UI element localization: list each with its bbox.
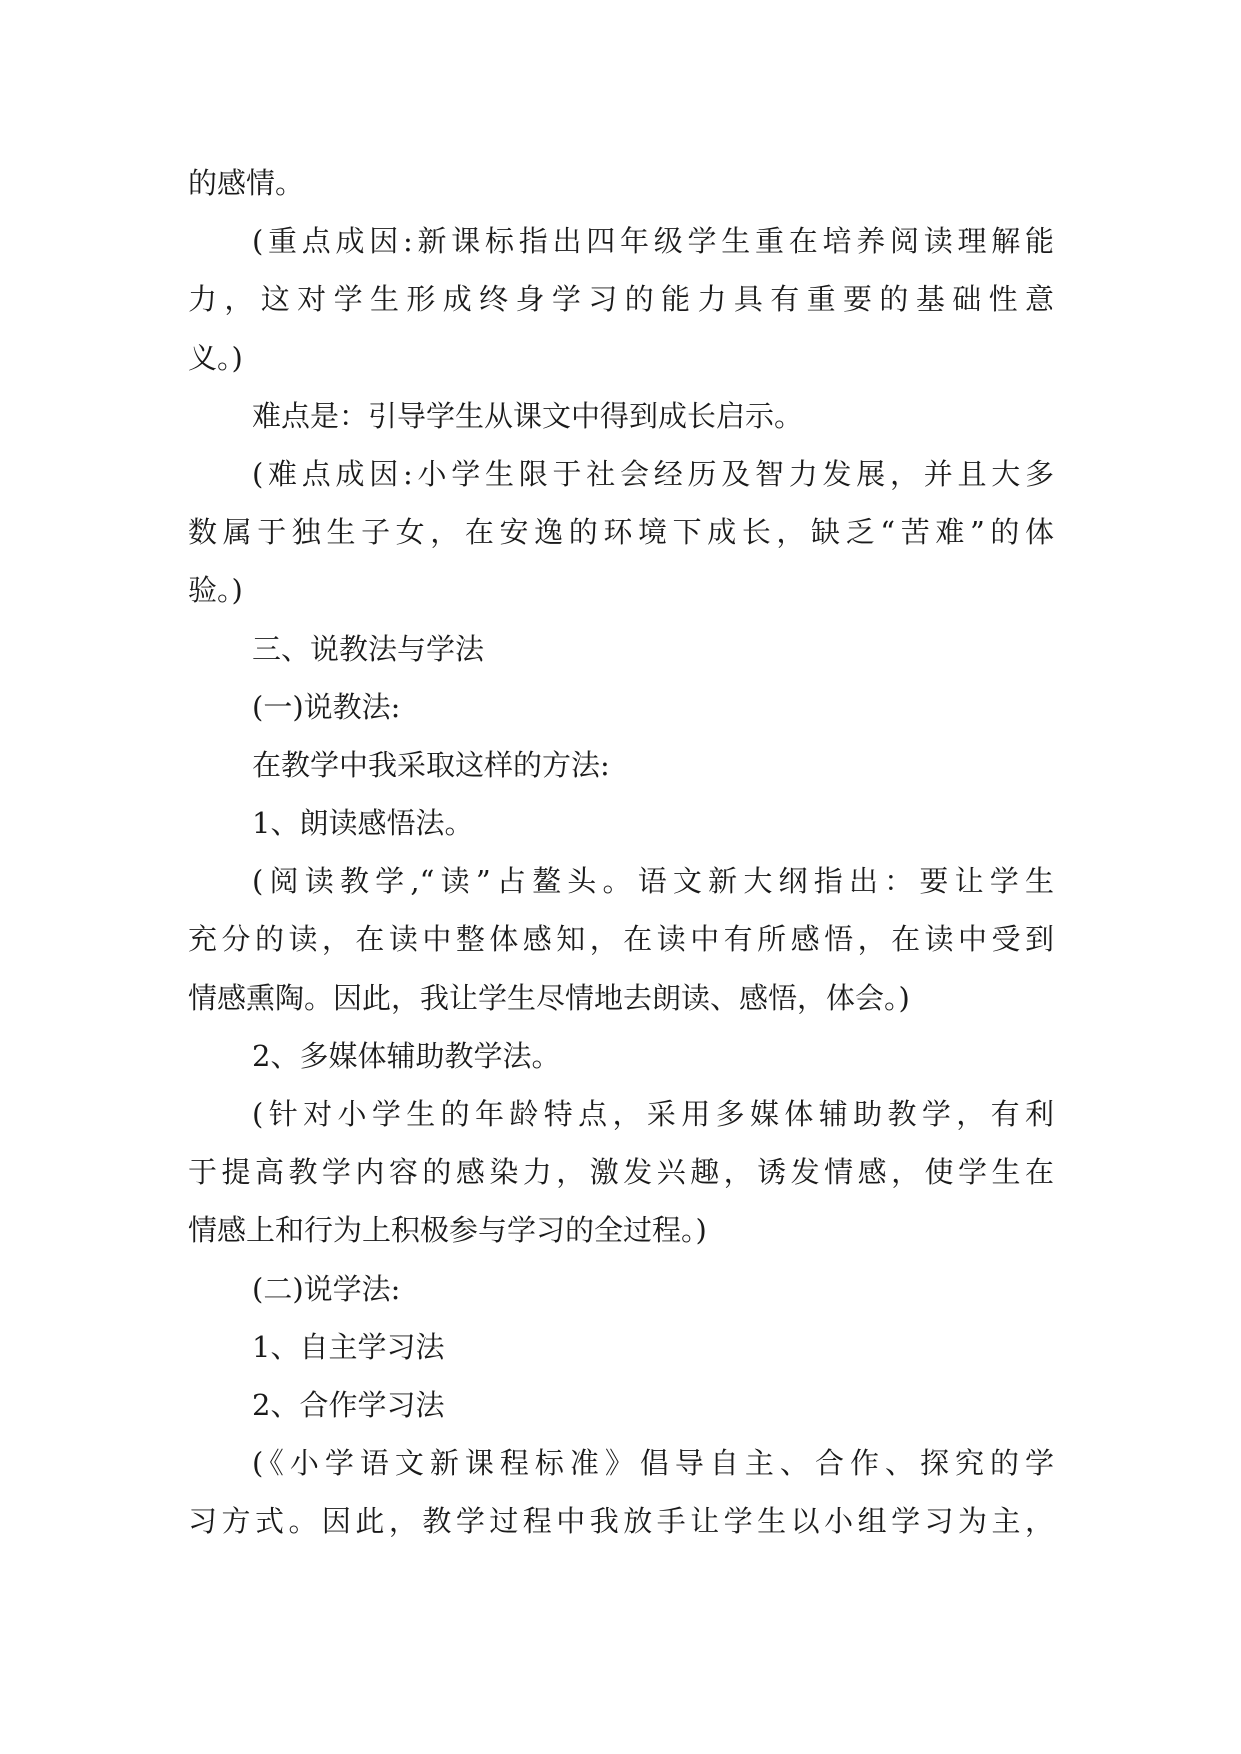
text-line: 的感情。 (188, 166, 305, 200)
text-line: (二)说学法: (252, 1271, 401, 1306)
text-line: 习方式。因此，教学过程中我放手让学生以小组学习为主， (188, 1504, 1054, 1539)
text-line: 1、朗读感悟法。 (252, 806, 474, 841)
text-line: (难点成因:小学生限于社会经历及智力发展，并且大多 (252, 456, 1054, 491)
text-line: 情感熏陶。因此，我让学生尽情地去朗读、感悟，体会。) (188, 980, 910, 1015)
text-line: (阅读教学,“读”占鳌头。语文新大纲指出：要让学生 (252, 864, 1054, 899)
text-line: (《小学语文新课程标准》倡导自主、合作、探究的学 (252, 1446, 1054, 1481)
text-line: 力，这对学生形成终身学习的能力具有重要的基础性意 (188, 282, 1054, 317)
text-line: 于提高教学内容的感染力，激发兴趣，诱发情感，使学生在 (188, 1155, 1054, 1190)
text-line: 三、说教法与学法 (252, 631, 485, 666)
text-line: 充分的读，在读中整体感知，在读中有所感悟，在读中受到 (188, 922, 1054, 957)
text-line: (针对小学生的年龄特点，采用多媒体辅助教学，有利 (252, 1097, 1054, 1131)
text-line: 情感上和行为上积极参与学习的全过程。) (188, 1213, 707, 1248)
text-line: 数属于独生子女，在安逸的环境下成长，缺乏“苦难”的体 (188, 515, 1054, 550)
text-line: 2、合作学习法 (252, 1387, 445, 1422)
text-line: (重点成因:新课标指出四年级学生重在培养阅读理解能 (252, 224, 1054, 259)
text-line: (一)说教法: (252, 689, 401, 724)
text-line: 难点是：引导学生从课文中得到成长启示。 (252, 398, 804, 433)
document-body (188, 154, 1054, 1551)
text-line: 在教学中我采取这样的方法: (252, 747, 610, 782)
text-line: 2、多媒体辅助教学法。 (252, 1038, 561, 1073)
text-line: 1、自主学习法 (252, 1329, 445, 1364)
text-line: 义。) (188, 340, 243, 375)
text-line: 验。) (188, 573, 243, 608)
